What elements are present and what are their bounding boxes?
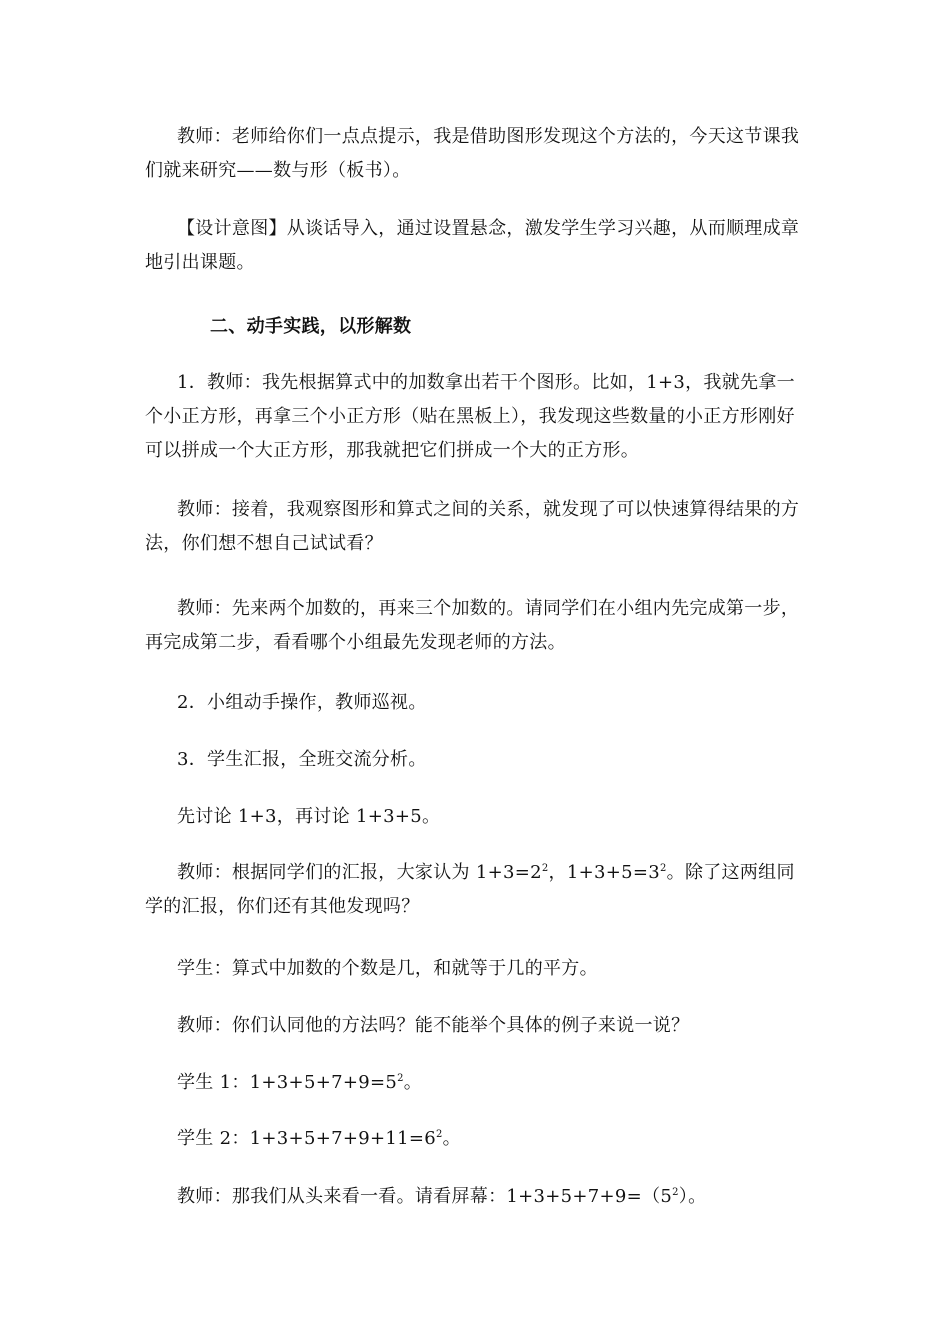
text-segment: 。 — [442, 1128, 461, 1149]
paragraph-student-2 — [145, 1122, 808, 1156]
text-segment: ）。 — [678, 1186, 707, 1207]
superscript: 2 — [672, 1187, 679, 1198]
section-heading: 二、动手实践，以形解数 — [210, 316, 412, 337]
paragraph-discuss: 先讨论 1+3，再讨论 1+3+5。 — [177, 806, 441, 827]
text-segment: 教师：根据同学们的汇报，大家认为 1+3=2 — [177, 862, 542, 883]
superscript: 2 — [541, 863, 549, 874]
paragraph-step-2: 2．小组动手操作，教师巡视。 — [177, 692, 427, 713]
paragraph-design-intent: 【设计意图】从谈话导入，通过设置悬念，激发学生学习兴趣，从而顺理成章地引出课题。 — [145, 218, 800, 273]
text-segment: 。 — [403, 1072, 423, 1093]
paragraph-teacher-observe: 教师：接着，我观察图形和算式之间的关系，就发现了可以快速算得结果的方法，你们想不想自己试试看？ — [145, 499, 800, 554]
text-segment: 教师：那我们从头来看一看。请看屏幕：1+3+5+7+9=（5 — [177, 1186, 673, 1207]
paragraph-step-1: 1．教师：我先根据算式中的加数拿出若干个图形。比如，1+3，我就先拿一个小正方形，再拿三个小正方形（贴在黑板上），我发现这些数量的小正方形刚好可以拼成一个大正方形，那我就把它们拼成一个大的正方形。 — [145, 372, 795, 461]
paragraph-teacher-screen — [145, 1180, 808, 1214]
superscript: 2 — [397, 1073, 404, 1084]
text-segment: 学生 1：1+3+5+7+9=5 — [177, 1072, 398, 1093]
paragraph-teacher-summary — [145, 856, 808, 924]
paragraph-teacher-hint: 教师：老师给你们一点点提示，我是借助图形发现这个方法的，今天这节课我们就来研究——数与形（板书）。 — [145, 126, 800, 181]
paragraph-teacher-instructions: 教师：先来两个加数的，再来三个加数的。请同学们在小组内先完成第一步，再完成第二步，看看哪个小组最先发现老师的方法。 — [145, 598, 800, 653]
superscript: 2 — [435, 1129, 443, 1140]
paragraph-student-answer: 学生：算式中加数的个数是几，和就等于几的平方。 — [177, 958, 598, 979]
text-segment: 学生 2：1+3+5+7+9+11=6 — [177, 1128, 436, 1149]
paragraph-step-3: 3．学生汇报，全班交流分析。 — [177, 749, 427, 770]
superscript: 2 — [659, 863, 667, 874]
text-segment: ，1+3+5=3 — [548, 862, 660, 883]
paragraph-student-1 — [145, 1066, 808, 1100]
paragraph-teacher-question: 教师：你们认同他的方法吗？能不能举个具体的例子来说一说？ — [177, 1015, 690, 1036]
text-segment: 。除了这两组同学的汇报，你们还有其他发现吗？ — [145, 862, 795, 917]
